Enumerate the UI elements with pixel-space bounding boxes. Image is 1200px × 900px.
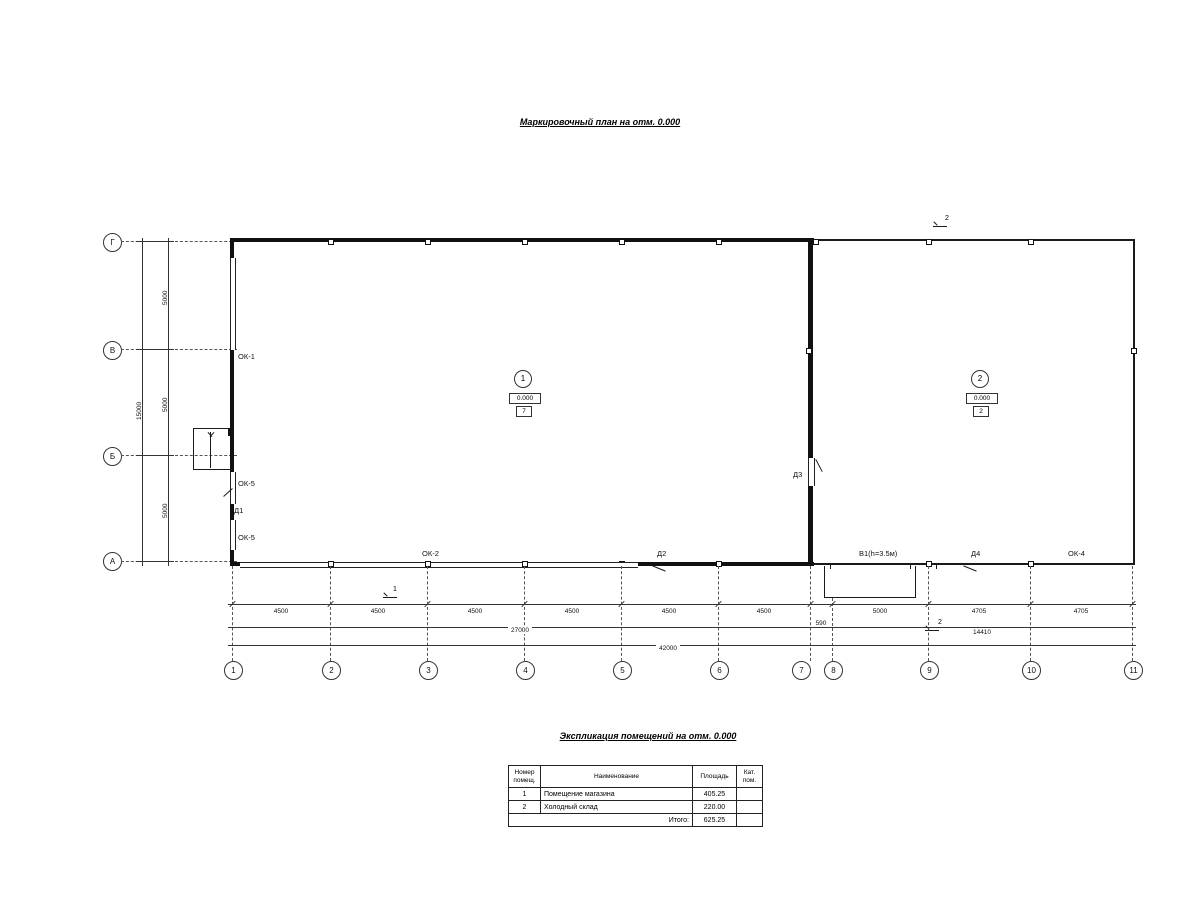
axis-marker-vertical-g: Г [103,233,122,252]
column-node [1028,239,1034,245]
wall-right [1133,239,1135,565]
dim-total-27000: 27000 [508,627,532,634]
column-node [522,561,528,567]
room-number-2: 2 [971,370,989,388]
header-room-category-line2: пом. [742,776,757,784]
section-mark-2-top-line [933,226,947,227]
section-mark-1-arrow [383,592,387,596]
section-mark-2-top-arrow [933,221,937,225]
door-leaf-d3 [815,459,822,472]
gate-v1-bottom [824,597,916,598]
column-node [328,239,334,245]
label-ok-5-lower: ОК-5 [238,533,255,542]
header-room-number-line1: Номер [514,768,535,776]
gate-v1-jamb-left [830,563,831,569]
column-node [926,561,932,567]
page-title: Маркировочный план на отм. 0.000 [519,117,681,127]
dim-chain-line-1 [228,604,1136,605]
grid-line-5 [621,566,622,661]
grid-line-11 [1132,566,1133,661]
porch-bottom-edge [193,469,233,470]
vertical-dim-total: 15000 [136,401,143,420]
cell-room-name: Холодный склад [541,801,693,814]
dim-10-11: 4705 [1073,608,1089,615]
dim-total-42000: 42000 [656,645,680,652]
column-node [328,561,334,567]
gate-v1-left [824,566,825,598]
cell-room-number: 2 [509,801,541,814]
label-ok-2: ОК-2 [422,549,439,558]
label-d1: Д1 [234,506,244,515]
vertical-dim-tick-v [136,349,174,350]
porch-left-edge [193,428,194,470]
vertical-dim-1: 5000 [162,290,169,305]
cell-total-value: 625.25 [693,814,737,827]
grid-line-1 [232,566,233,661]
axis-marker-7: 7 [792,661,811,680]
table-row [509,788,763,801]
axis-marker-1: 1 [224,661,243,680]
grid-line-4 [524,566,525,661]
column-node [1131,348,1137,354]
room-level-1: 0.000 [509,393,541,404]
label-ok-4: ОК-4 [1068,549,1085,558]
column-node [425,561,431,567]
vertical-dim-2: 5000 [162,397,169,412]
grid-line-9 [928,566,929,661]
axis-marker-6: 6 [710,661,729,680]
header-room-category-line1: Кат. [743,768,756,776]
door-d4-jamb [936,563,937,569]
wall-bottom-right [814,563,1135,565]
column-node [716,561,722,567]
column-node [926,239,932,245]
column-node [619,239,625,245]
header-room-area: Площадь [693,766,737,788]
cell-room-category [737,801,763,814]
column-node [806,348,812,354]
door-opening-d3 [808,458,815,486]
dim-5-6: 4500 [661,608,677,615]
window-left-upper [230,258,236,350]
dim-2-3: 4500 [370,608,386,615]
dim-1-2: 4500 [273,608,289,615]
axis-marker-vertical-a: А [103,552,122,571]
room-category-2: 2 [973,406,989,417]
grid-line-10 [1030,566,1031,661]
axis-marker-2: 2 [322,661,341,680]
axis-marker-9: 9 [920,661,939,680]
label-d3: Д3 [793,470,803,479]
grid-line-7 [810,566,811,661]
column-node [813,239,819,245]
label-ok-1: ОК-1 [238,352,255,361]
dim-6-7: 4500 [756,608,772,615]
table-total-row [509,814,763,827]
column-node [522,239,528,245]
dim-4-5: 4500 [564,608,580,615]
dim-3-4: 4500 [467,608,483,615]
door-leaf-d2 [652,565,665,571]
table-header-row [509,766,763,788]
axis-marker-vertical-v: В [103,341,122,360]
header-room-name: Наименование [541,766,693,788]
axis-marker-11: 11 [1124,661,1143,680]
label-d2: Д2 [657,549,667,558]
room-level-2: 0.000 [966,393,998,404]
axis-marker-8: 8 [824,661,843,680]
window-left-ok5-b [230,520,236,550]
axis-marker-4: 4 [516,661,535,680]
section-mark-2-top-label: 2 [945,215,949,222]
porch-wall-stub-top [228,428,234,436]
vertical-dim-3: 5000 [162,503,169,518]
vertical-dim-tick-a [136,561,174,562]
dim-small-14410: 14410 [972,629,992,636]
column-node [1028,561,1034,567]
label-d4: Д4 [971,549,981,558]
wall-top-right [814,239,1135,241]
dim-9-10: 4705 [971,608,987,615]
axis-marker-vertical-b: Б [103,447,122,466]
table-title: Экспликация помещений на отм. 0.000 [559,731,737,741]
window-bottom-ok2 [240,562,600,568]
cell-room-name: Помещение магазина [541,788,693,801]
header-room-number [509,766,541,788]
porch-arrow-stem [210,432,211,468]
table-row [509,801,763,814]
header-room-number-line2: помещ. [513,776,536,784]
section-mark-2-bottom-label: 2 [938,619,942,626]
cell-room-area: 405.25 [693,788,737,801]
gate-v1-jamb-right [910,563,911,569]
dim-chain-line-3 [228,645,1136,646]
label-v1: В1(h=3.5м) [859,549,898,558]
grid-line-6 [718,566,719,661]
dim-chain-line-2 [228,627,1136,628]
section-mark-1-line [383,597,397,598]
door-opening-d2 [600,562,638,568]
axis-marker-3: 3 [419,661,438,680]
cell-total-category [737,814,763,827]
room-category-1: 7 [516,406,532,417]
section-mark-1-label: 1 [393,586,397,593]
axis-marker-10: 10 [1022,661,1041,680]
cell-room-category [737,788,763,801]
label-ok-5-upper: ОК-5 [238,479,255,488]
vertical-dim-tick-g [136,241,174,242]
grid-line-8 [832,598,833,661]
header-room-category [737,766,763,788]
dim-8-9: 5000 [872,608,888,615]
cell-room-area: 220.00 [693,801,737,814]
cell-total-label: Итого: [509,814,693,827]
wall-partition-middle [808,238,813,566]
grid-line-2 [330,566,331,661]
porch-top-edge [193,428,233,429]
axis-marker-5: 5 [613,661,632,680]
cell-room-number: 1 [509,788,541,801]
room-number-1: 1 [514,370,532,388]
gate-v1-right [915,566,916,598]
grid-line-3 [427,566,428,661]
door-leaf-d4 [963,565,976,571]
column-node [716,239,722,245]
dim-small-590: 590 [815,620,827,627]
room-explication-table [508,765,763,827]
vertical-dim-tick-b [136,455,174,456]
column-node [425,239,431,245]
